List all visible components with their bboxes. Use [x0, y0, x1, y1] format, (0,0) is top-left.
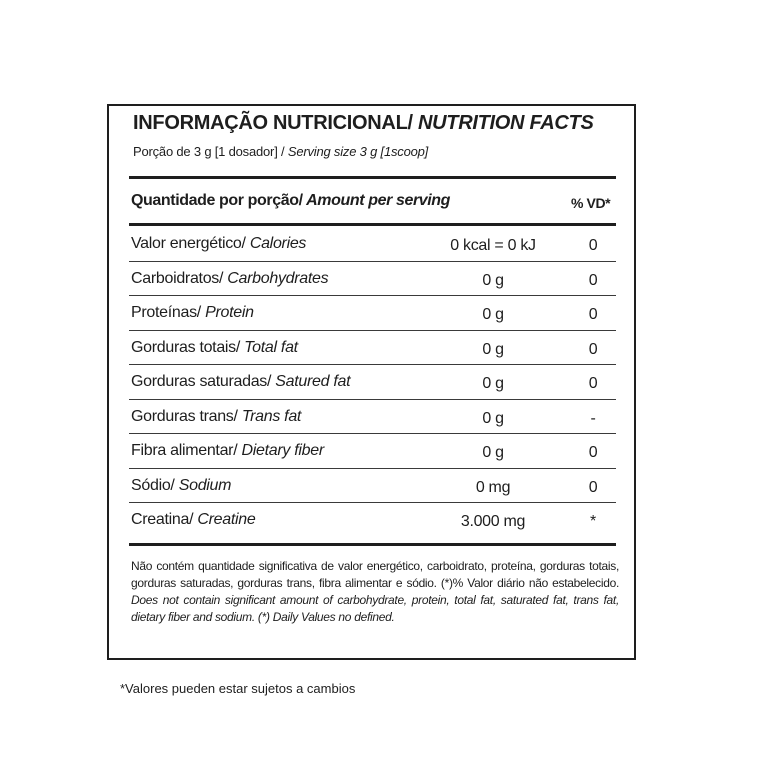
nutrient-name-en: Dietary fiber: [237, 442, 324, 459]
nutrient-daily-value: 0: [588, 444, 598, 461]
nutrient-name-pt: Gorduras saturadas/: [131, 373, 272, 390]
nutrient-name-pt: Fibra alimentar/: [131, 442, 238, 459]
nutrient-amount: 0 g: [482, 306, 504, 323]
title-en: NUTRITION FACTS: [412, 112, 594, 134]
nutrient-name-pt: Creatina/: [131, 511, 194, 528]
footnote: [131, 558, 619, 626]
nutrient-daily-value: 0: [588, 478, 598, 496]
nutrient-row: [131, 503, 616, 537]
nutrient-name-pt: Gorduras trans/: [131, 407, 238, 425]
nutrient-name-en: Protein: [200, 304, 254, 321]
nutrient-daily-value: *: [590, 513, 596, 530]
footnote-en: Does not contain significant amount of carbohydrate, protein, total fat, saturated fat, trans fat, dietary fiber and sodium. (*) Daily Values no defined.: [131, 593, 619, 624]
nutrient-name: [131, 408, 301, 426]
nutrition-facts-label: [107, 104, 636, 660]
nutrient-row: [131, 296, 616, 330]
title-pt: INFORMAÇÃO NUTRICIONAL/: [133, 112, 413, 134]
serving-size: [133, 144, 428, 159]
nutrient-row: [131, 469, 616, 503]
nutrient-row: [131, 262, 616, 296]
nutrient-amount: 0 g: [482, 409, 504, 427]
nutrient-name-pt: Gorduras totais/: [131, 338, 241, 356]
nutrient-name: [131, 339, 298, 357]
nutrient-amount: 0 g: [482, 444, 504, 461]
nutrient-name-en: Satured fat: [271, 373, 351, 390]
nutrient-row: [131, 434, 616, 468]
nutrient-name-en: Creatine: [193, 511, 256, 528]
price-disclaimer: *Valores pueden estar sujetos a cambios: [120, 681, 356, 696]
amount-per-serving-header: [131, 192, 450, 210]
nutrient-daily-value: 0: [588, 340, 598, 358]
bottom-thick-rule: [129, 543, 616, 546]
footnote-pt: Não contém quantidade significativa de valor energético, carboidrato, proteína, gorduras totais, gorduras saturadas, gorduras trans, fibra alimentar e sódio. (*)% Valor diário não estabelecido.: [131, 559, 619, 590]
nutrient-amount: 0 g: [482, 271, 504, 289]
nutrient-amount: 0 mg: [475, 478, 511, 496]
nutrient-amount: 0 g: [482, 340, 504, 358]
nutrient-name-en: Calories: [245, 235, 307, 252]
daily-value-header: % VD*: [571, 195, 611, 211]
nutrient-name-en: Trans fat: [237, 407, 302, 425]
nutrient-name-pt: Valor energético/: [131, 235, 246, 252]
header-thick-rule: [129, 223, 616, 226]
serving-en: Serving size 3 g [1scoop]: [287, 144, 429, 159]
top-thick-rule: [129, 176, 616, 179]
nutrient-row: [131, 331, 616, 365]
nutrient-daily-value: -: [590, 409, 596, 427]
nutrient-daily-value: 0: [588, 237, 598, 254]
nutrient-name-pt: Proteínas/: [131, 304, 201, 321]
nutrient-row: [131, 365, 616, 399]
table-header: [131, 188, 616, 216]
nutrient-daily-value: 0: [588, 375, 598, 392]
nutrient-name-pt: Sódio/: [131, 476, 175, 494]
nutrient-name-en: Carbohydrates: [223, 269, 329, 287]
nutrient-name-pt: Carboidratos/: [131, 269, 224, 287]
nutrient-name: [131, 511, 255, 529]
nutrient-name-en: Total fat: [240, 338, 298, 356]
label-title: [133, 112, 594, 135]
nutrient-row: [131, 400, 616, 434]
nutrient-name: [131, 270, 328, 288]
nutrient-amount: 0 kcal = 0 kJ: [450, 237, 536, 254]
header-amount-pt: Quantidade por porção/: [131, 192, 303, 209]
nutrient-name: [131, 373, 350, 391]
nutrient-daily-value: 0: [588, 271, 598, 289]
nutrient-row: [131, 227, 616, 261]
nutrient-name: [131, 304, 254, 322]
nutrient-name: [131, 477, 231, 495]
nutrient-amount: 0 g: [482, 375, 504, 392]
nutrient-daily-value: 0: [588, 306, 598, 323]
nutrient-amount: 3.000 mg: [460, 513, 526, 530]
serving-pt: Porção de 3 g [1 dosador] /: [133, 144, 288, 159]
nutrient-name-en: Sodium: [174, 476, 232, 494]
nutrient-name: [131, 235, 306, 253]
nutrient-name: [131, 442, 324, 460]
header-amount-en: Amount per serving: [302, 192, 451, 209]
